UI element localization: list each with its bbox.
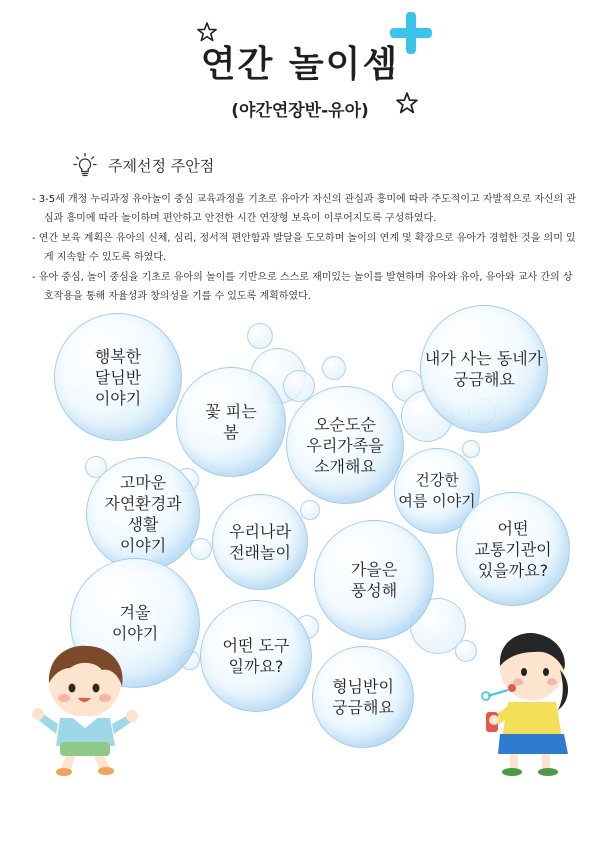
theme-label: 오순도순 우리가족을 소개해요 <box>306 414 384 476</box>
lightbulb-icon <box>72 152 98 178</box>
theme-label: 꽃 피는 봄 <box>205 402 257 442</box>
decorative-bubble <box>247 323 273 349</box>
theme-label: 내가 사는 동네가 궁금해요 <box>424 349 544 389</box>
theme-bubble <box>86 457 200 571</box>
theme-label: 형님반이 궁금해요 <box>332 677 394 717</box>
theme-bubble <box>456 492 570 606</box>
decorative-bubble <box>322 356 346 380</box>
theme-label: 건강한 여름 이야기 <box>398 471 476 510</box>
theme-label: 어떤 도구 일까요? <box>222 636 290 676</box>
page-title: 연간 놀이셈 <box>200 44 400 85</box>
bullet-list <box>32 190 580 307</box>
theme-bubble <box>176 367 286 477</box>
theme-bubble <box>420 305 548 433</box>
theme-bubble <box>286 386 404 504</box>
theme-label: 우리나라 전래놀이 <box>229 522 291 562</box>
theme-bubble <box>200 600 312 712</box>
section-heading-row <box>72 152 214 178</box>
theme-label: 행복한 달님반 이야기 <box>94 346 142 408</box>
theme-bubble <box>314 520 434 640</box>
decorative-bubble <box>190 538 212 560</box>
child-blowing-bubbles-illustration <box>472 626 576 782</box>
theme-bubble <box>54 313 182 441</box>
bullet-item: - 3-5세 개정 누리과정 유아놀이 중심 교육과정을 기초로 유아가 자신의 관심과 흥미에 따라 주도적이고 자발적으로 자신의 관심과 흥미에 따라 놀이하며 편안하고 안전한 시간 연장형 보육이 이루어지도록 구성하였다. <box>32 194 577 224</box>
bullet-item: - 유아 중심, 놀이 중심을 기초로 유아의 놀이를 기반으로 스스로 재미있는 놀이를 발현하며 유아와 유아, 유아와 교사 간의 상호작용을 통해 자율성과 창의성을 기를 수 있도록 계획하였다. <box>32 272 573 302</box>
theme-label: 어떤 교통기관이 있을까요? <box>474 518 552 580</box>
theme-label: 가을은 풍성해 <box>350 560 398 600</box>
theme-bubble <box>312 646 414 748</box>
page-subtitle: (야간연장반-유아) <box>231 101 369 121</box>
section-heading: 주제선정 주안점 <box>108 156 215 175</box>
decorative-bubble <box>300 500 320 520</box>
bullet-item: - 연간 보육 계획은 유아의 신체, 심리, 정서적 편안함과 발달을 도모하며 놀이의 연계 및 확장으로 유아가 경험한 것을 의미 있게 지속할 수 있도록 하였다. <box>32 233 576 263</box>
theme-label: 겨울 이야기 <box>111 603 159 643</box>
theme-label: 고마운 자연환경과 생활 이야기 <box>104 473 182 555</box>
theme-bubble <box>212 494 308 590</box>
decorative-bubble <box>462 440 480 458</box>
child-illustration <box>30 638 140 778</box>
